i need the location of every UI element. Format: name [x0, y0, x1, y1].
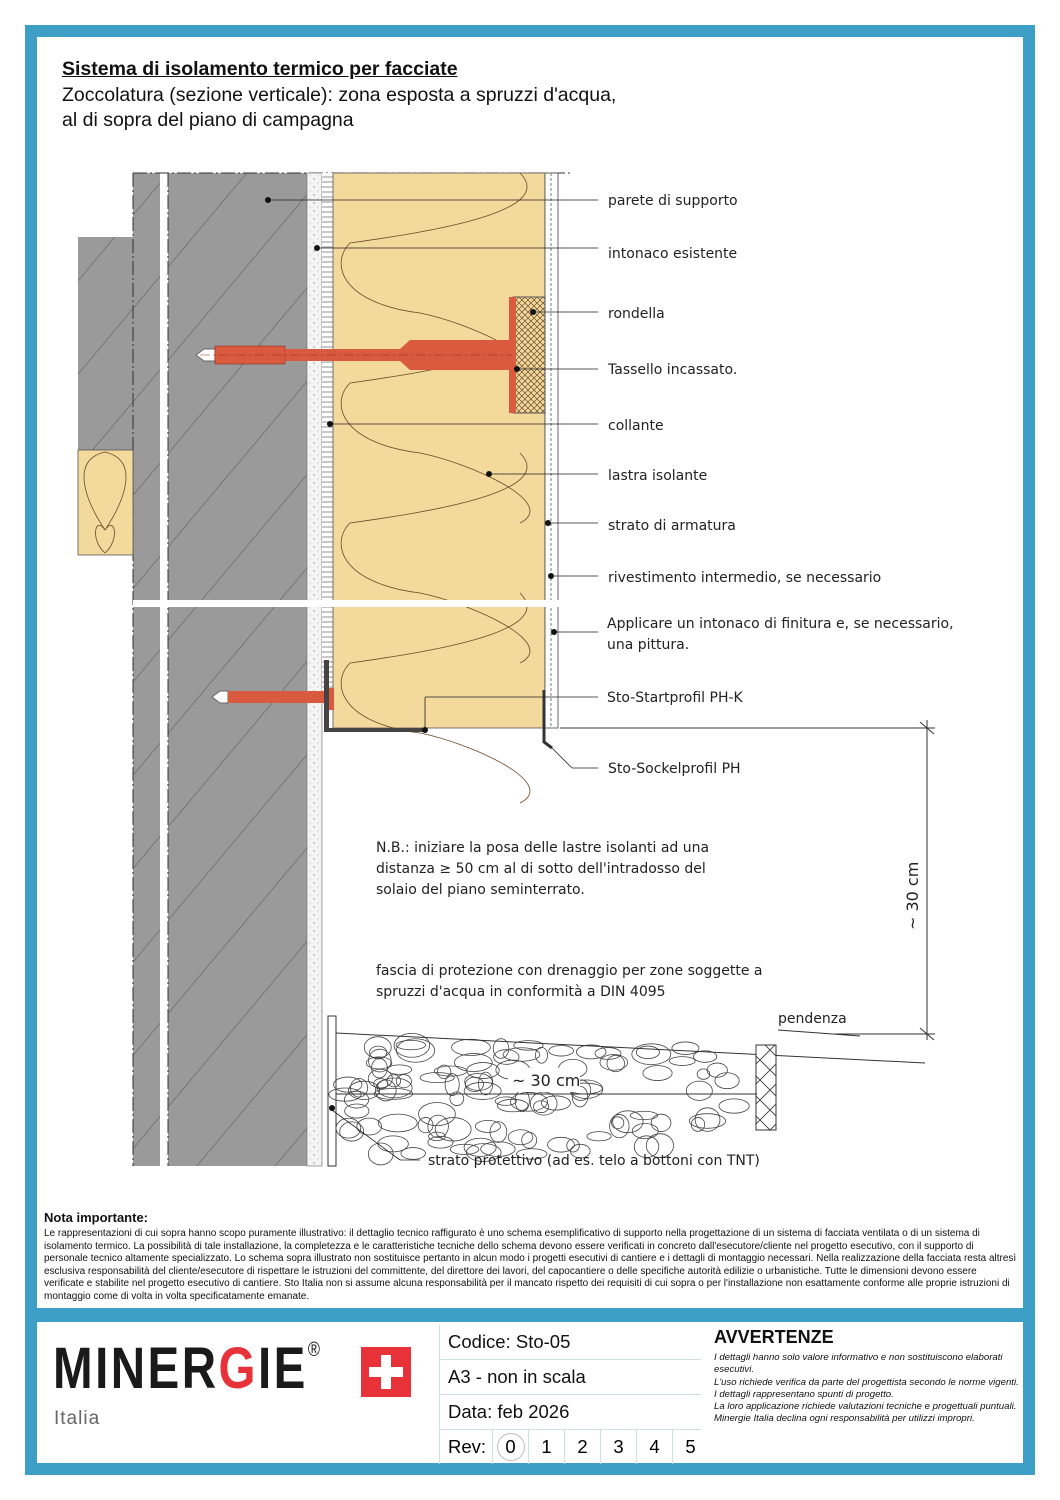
gravel-stone: [636, 1046, 659, 1059]
label-intonaco-finitura: Applicare un intonaco di finitura e, se necessario,: [607, 616, 954, 632]
avvertenze: [714, 1327, 1019, 1426]
gravel-stone: [465, 1077, 483, 1091]
label-strato-protettivo: strato protettivo (ad es. telo a bottoni con TNT): [428, 1153, 760, 1169]
gravel-stone: [632, 1044, 671, 1065]
floor-insulation-block: [78, 450, 133, 555]
rev-0: [492, 1430, 528, 1464]
render-layers: [545, 173, 558, 728]
existing-plaster: [307, 173, 322, 1166]
gravel-stone: [613, 1111, 643, 1133]
label-collante: collante: [608, 418, 664, 434]
gravel-stone: [611, 1117, 623, 1129]
label-rivestimento-intermedio: rivestimento intermedio, se necessario: [608, 570, 882, 586]
revision-row: [440, 1430, 701, 1464]
gravel-stone: [719, 1099, 749, 1113]
gravel-stone: [419, 1102, 456, 1125]
drainage-gravel: [329, 1033, 749, 1165]
rev-3: 3: [600, 1430, 636, 1464]
section-break: [133, 600, 573, 607]
swiss-cross-icon: [361, 1347, 411, 1397]
avvertenza-5: Minergie Italia declina ogni responsabilità per utilizzi impropri.: [714, 1413, 975, 1425]
page-subtitle-2: al di sopra del piano di campagna: [62, 109, 354, 131]
gravel-stone: [495, 1097, 516, 1105]
rondella-disc: [513, 297, 545, 413]
ground-slope-line: [336, 1033, 925, 1063]
rev-0-current: 0: [497, 1433, 525, 1461]
label-strato-armatura: strato di armatura: [608, 518, 736, 534]
avvertenze-title: AVVERTENZE: [714, 1327, 834, 1347]
gravel-stone: [549, 1046, 574, 1057]
slope-label: pendenza: [778, 1011, 847, 1027]
gravel-stone: [378, 1136, 409, 1152]
note-nb-1: N.B.: iniziare la posa delle lastre isolanti ad una: [376, 840, 710, 856]
gravel-stone: [686, 1081, 712, 1100]
gravel-stone: [464, 1082, 501, 1099]
dim-label-vertical: ~ 30 cm: [903, 861, 922, 930]
gravel-stone: [536, 1047, 548, 1063]
label-tassello: Tassello incassato.: [608, 362, 738, 378]
gravel-stone: [651, 1114, 671, 1131]
label-lastra-isolante: lastra isolante: [608, 468, 708, 484]
avvertenza-2: L'uso richiede verifica da parte del progettista secondo le norme vigenti.: [714, 1376, 1019, 1388]
slope-arrow: [778, 1030, 860, 1036]
gravel-stone: [396, 1075, 411, 1088]
label-intonaco-esistente: intonaco esistente: [608, 246, 738, 262]
adhesive-layer: [322, 173, 333, 700]
insulation-board: [333, 173, 545, 803]
gravel-stone: [369, 1049, 392, 1072]
gravel-stone: [437, 1065, 450, 1079]
gravel-stone: [630, 1111, 658, 1119]
gravel-stone: [378, 1114, 417, 1132]
avvertenza-1: I dettagli hanno solo valore informativo e non sostituiscono elaborati esecutivi.: [714, 1352, 1003, 1376]
gravel-stone: [334, 1077, 362, 1092]
gravel-stone: [643, 1066, 672, 1081]
gravel-stone: [691, 1117, 704, 1131]
nota-heading: Nota importante:: [44, 1210, 148, 1225]
avvertenza-4: La loro applicazione richiede valutazioni tecniche e progettuali puntuali.: [714, 1401, 1017, 1413]
rev-5: 5: [672, 1430, 708, 1464]
label-rondella: rondella: [608, 306, 665, 322]
note-nb-2: distanza ≥ 50 cm al di sotto dell'intradosso del: [376, 861, 706, 877]
rev-label: Rev:: [448, 1436, 487, 1457]
gravel-stone: [396, 1040, 425, 1049]
dim-label-horizontal: ~ 30 cm: [512, 1071, 581, 1090]
label-sockelprofil: Sto-Sockelprofil PH: [608, 761, 741, 777]
gravel-stone: [576, 1045, 606, 1059]
label-startprofil: Sto-Startprofil PH-K: [607, 690, 743, 706]
codice: Codice: Sto-05: [440, 1325, 701, 1360]
gravel-stone: [672, 1042, 699, 1054]
gravel-stone: [497, 1099, 528, 1111]
gravel-stone: [364, 1037, 391, 1058]
note-fascia-2: spruzzi d'acqua in conformità a DIN 4095: [376, 984, 666, 1000]
gravel-stone: [707, 1063, 727, 1077]
avvertenza-3: I dettagli rappresentano spunti di progetto.: [714, 1388, 894, 1400]
gravel-stone: [452, 1039, 491, 1055]
label-pittura: una pittura.: [607, 637, 690, 653]
gravel-stone: [522, 1132, 537, 1148]
scala: A3 - non in scala: [440, 1360, 701, 1395]
rev-4: 4: [636, 1430, 672, 1464]
gravel-stone: [587, 1132, 611, 1141]
note-fascia-1: fascia di protezione con drenaggio per zone soggette a: [376, 963, 763, 979]
rev-1: 1: [528, 1430, 564, 1464]
rev-2: 2: [564, 1430, 600, 1464]
gravel-stone: [715, 1073, 739, 1089]
gravel-stone: [428, 1115, 449, 1138]
gravel-stone: [669, 1057, 695, 1066]
gravel-stone: [387, 1065, 412, 1074]
page-title: Sistema di isolamento termico per facciate: [62, 58, 458, 80]
gravel-stone: [349, 1081, 380, 1099]
note-nb-3: solaio del piano seminterrato.: [376, 882, 585, 898]
drawing-info: [439, 1325, 701, 1464]
page-subtitle-1: Zoccolatura (sezione verticale): zona esposta a spruzzi d'acqua,: [62, 84, 617, 106]
edge-post: [756, 1045, 776, 1130]
logo-subtitle: Italia: [54, 1408, 101, 1429]
nota-text: Le rappresentazioni di cui sopra hanno scopo puramente illustrativo: il dettaglio tecnico raffigurato è uno schema esemplificativo di supporto nella progettazione di un sistema di facciata ventilata o di un sistema di isolamento termico. La possibilità di tale installazione, la completezza e le caratteristiche tecniche dello schema devono essere verificati in concreto dall'esecutore/cliente nel progetto esecutivo, con il supporto di personale tecnico altamente specializzato. Lo schema sopra illustrato non sostituisce pertanto in alcun modo i progetti esecutivi di cantiere e i dettagli di montaggio necessari. Nella realizzazione della facciata resta altresì esclusiva responsabilità del cliente/esecutore di rispettare le istruzioni del committente, del direttore dei lavori, del capocantiere o delle specifiche autorità edilizie o urbanistiche. Tutte le dimensioni devono essere verificate e stabilite nel progetto esecutivo di cantiere. Sto Italia non si assume alcuna responsabilità per il mancato rispetto dei requisiti di cui sopra o per l'installazione non esattamente conforme alle proprie istruzioni di montaggio come di volta in volta specificatamente emanate.: [44, 1228, 1017, 1302]
gravel-stone: [697, 1069, 710, 1079]
data: Data: feb 2026: [440, 1395, 701, 1430]
gravel-stone: [445, 1073, 459, 1095]
label-parete-di-supporto: parete di supporto: [608, 193, 738, 209]
